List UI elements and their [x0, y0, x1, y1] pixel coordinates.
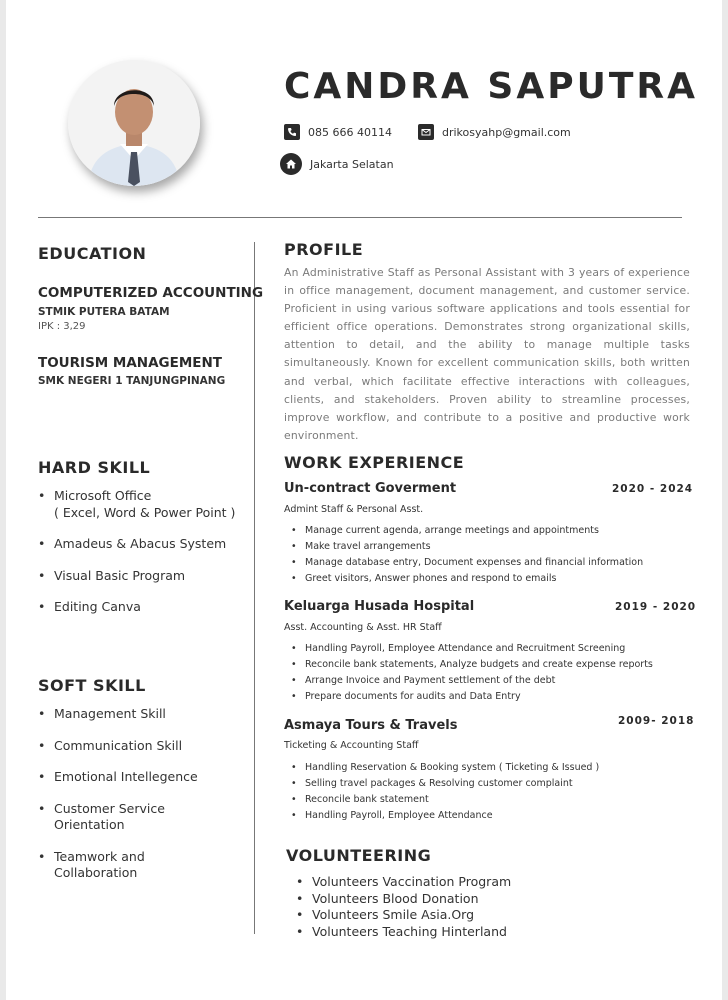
job-tasks [289, 760, 599, 824]
list-item: • Management Skill [38, 706, 198, 723]
list-item: • Volunteers Blood Donation [294, 891, 511, 908]
person-portrait-icon [68, 60, 200, 186]
job-dates: 2020 - 2024 [612, 483, 694, 495]
education-gpa: IPK : 3,29 [38, 321, 86, 332]
soft-skill-list [38, 706, 198, 882]
job-title: Un-contract Goverment [284, 481, 457, 496]
email-icon [418, 124, 434, 140]
list-item: • Handling Payroll, Employee Attendance and Recruitment Screening [289, 641, 653, 657]
job-role: Admint Staff & Personal Asst. [284, 504, 424, 515]
list-item: • Volunteers Smile Asia.Org [294, 907, 511, 924]
list-item: • Volunteers Vaccination Program [294, 874, 511, 891]
job-role: Ticketing & Accounting Staff [284, 740, 419, 751]
location-text: Jakarta Selatan [310, 157, 394, 171]
profile-photo [68, 60, 200, 186]
list-item: • Make travel arrangements [289, 539, 643, 555]
email-address: drikosyahp@gmail.com [442, 125, 571, 139]
soft-skill-heading: SOFT SKILL [38, 676, 146, 695]
candidate-name: CANDRA SAPUTRA [284, 66, 698, 107]
job-tasks [289, 523, 643, 587]
education-school: STMIK PUTERA BATAM [38, 306, 170, 318]
phone-number: 085 666 40114 [308, 125, 392, 139]
list-item: • Prepare documents for audits and Data Entry [289, 689, 653, 705]
list-item: • Amadeus & Abacus System [38, 536, 235, 553]
home-icon [280, 153, 302, 175]
list-item: • Handling Payroll, Employee Attendance [289, 808, 599, 824]
education-school: SMK NEGERI 1 TANJUNGPINANG [38, 375, 226, 387]
header-divider [38, 217, 682, 218]
list-item [38, 488, 235, 521]
hard-skill-heading: HARD SKILL [38, 458, 151, 477]
list-item [38, 849, 198, 882]
list-item: • Arrange Invoice and Payment settlement of the debt [289, 673, 653, 689]
list-item: • Communication Skill [38, 738, 198, 755]
job-title: Asmaya Tours & Travels [284, 718, 458, 733]
volunteering-list [294, 874, 511, 940]
column-divider [254, 242, 255, 934]
list-item-text: Teamwork and [54, 848, 145, 864]
list-item: • Emotional Intellegence [38, 769, 198, 786]
education-heading: EDUCATION [38, 244, 147, 263]
list-item [38, 801, 198, 834]
volunteering-heading: VOLUNTEERING [286, 846, 432, 865]
education-title: COMPUTERIZED ACCOUNTING [38, 285, 264, 301]
list-item: • Handling Reservation & Booking system ( Ticketing & Issued ) [289, 760, 599, 776]
list-item-text: Microsoft Office [54, 488, 152, 503]
list-item: • Editing Canva [38, 599, 235, 616]
list-item: • Selling travel packages & Resolving customer complaint [289, 776, 599, 792]
list-item: • Manage database entry, Document expenses and financial information [289, 555, 643, 571]
job-title: Keluarga Husada Hospital [284, 599, 475, 614]
hard-skill-list [38, 488, 235, 616]
contact-email [418, 124, 571, 140]
list-item: • Reconcile bank statements, Analyze budgets and create expense reports [289, 657, 653, 673]
job-tasks [289, 641, 653, 705]
list-item-text: Orientation [54, 817, 125, 832]
job-dates: 2009- 2018 [618, 715, 695, 727]
list-item: • Volunteers Teaching Hinterland [294, 924, 511, 941]
list-item: • Greet visitors, Answer phones and respond to emails [289, 571, 643, 587]
work-experience-heading: WORK EXPERIENCE [284, 453, 465, 472]
job-role: Asst. Accounting & Asst. HR Staff [284, 622, 442, 633]
contact-location [280, 153, 394, 175]
profile-heading: PROFILE [284, 240, 364, 259]
job-dates: 2019 - 2020 [615, 601, 697, 613]
resume-page [6, 0, 722, 1000]
phone-icon [284, 124, 300, 140]
page-edge-right [722, 0, 728, 1000]
education-title: TOURISM MANAGEMENT [38, 355, 223, 371]
profile-summary: An Administrative Staff as Personal Assistant with 3 years of experience in office management, document management, and customer service. Proficient in using various software applications and tools essential for efficient office operations. Demonstrates strong organizational skills, attention to detail, and the ability to manage multiple tasks simultaneously. Known for excellent communication skills, both written and verbal, which facilitate effective interactions with colleagues, clients, and stakeholders. Proven ability to streamline processes, improve workflow, and contribute to a positive and productive work environment. [284, 266, 690, 442]
list-item: • Reconcile bank statement [289, 792, 599, 808]
list-item: • Manage current agenda, arrange meetings and appointments [289, 523, 643, 539]
list-item-text: Customer Service [54, 800, 165, 816]
list-item: • Visual Basic Program [38, 568, 235, 585]
list-item-text: Collaboration [54, 865, 138, 880]
contact-phone [284, 124, 392, 140]
list-item-text: ( Excel, Word & Power Point ) [54, 504, 236, 520]
